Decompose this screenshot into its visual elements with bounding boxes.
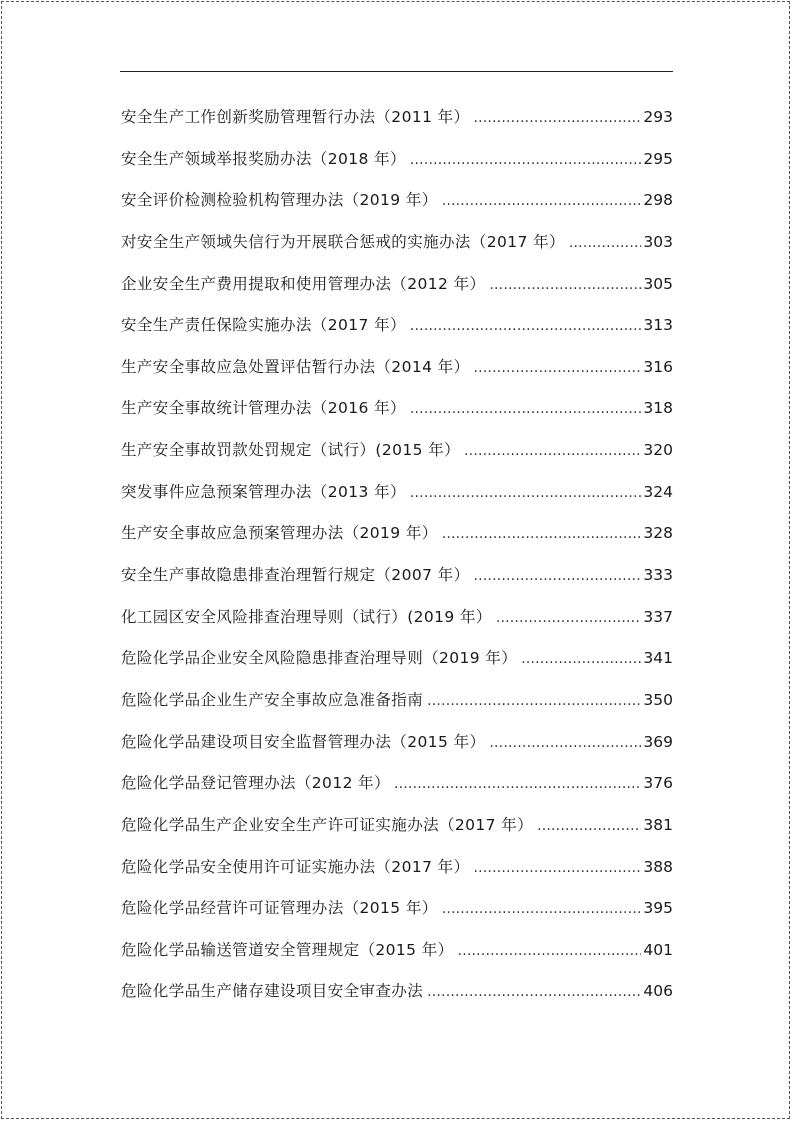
toc-entry-page-number: 388 (643, 857, 673, 876)
toc-entry-title: 生产安全事故应急预案管理办法（2019 年） (121, 524, 438, 543)
toc-entry-title: 危险化学品建设项目安全监督管理办法（2015 年） (121, 732, 486, 751)
toc-entry[interactable] (121, 722, 673, 764)
toc-entry-page-number: 320 (643, 441, 673, 460)
toc-entry[interactable] (121, 139, 673, 181)
header-rule (120, 71, 673, 72)
toc-entry-title: 危险化学品生产企业安全生产许可证实施办法（2017 年） (121, 815, 534, 834)
toc-entry[interactable] (121, 805, 673, 847)
toc-entry-title: 危险化学品安全使用许可证实施办法（2017 年） (121, 857, 470, 876)
toc-entry-title: 生产安全事故统计管理办法（2016 年） (121, 399, 406, 418)
toc-entry-page-number: 376 (643, 774, 673, 793)
toc-entry[interactable] (121, 597, 673, 639)
toc-entry-page-number: 369 (643, 732, 673, 751)
toc-dot-leader (442, 889, 642, 931)
toc-dot-leader (464, 431, 641, 473)
toc-entry[interactable] (121, 222, 673, 264)
toc-entry-title: 安全生产事故隐患排查治理暂行规定（2007 年） (121, 566, 470, 585)
table-of-contents (121, 97, 673, 1013)
toc-dot-leader (496, 598, 642, 640)
toc-entry[interactable] (121, 430, 673, 472)
toc-entry-page-number: 298 (643, 191, 673, 210)
toc-entry-title: 安全生产领域举报奖励办法（2018 年） (121, 149, 406, 168)
toc-entry-page-number: 303 (643, 232, 673, 251)
toc-dot-leader (410, 306, 642, 348)
toc-entry-page-number: 293 (643, 108, 673, 126)
toc-entry-title: 安全生产工作创新奖励管理暂行办法（2011 年） (121, 108, 470, 126)
toc-dot-leader (473, 848, 641, 890)
toc-entry-page-number: 324 (643, 482, 673, 501)
toc-entry-page-number: 318 (643, 399, 673, 418)
toc-entry-page-number: 337 (643, 607, 673, 626)
toc-entry-page-number: 406 (643, 982, 673, 1001)
toc-dot-leader (473, 348, 641, 390)
toc-dot-leader (458, 931, 642, 973)
toc-dot-leader (473, 556, 641, 598)
toc-dot-leader (442, 181, 642, 223)
toc-entry-title: 危险化学品生产储存建设项目安全审查办法 (121, 982, 424, 1001)
toc-entry[interactable] (121, 472, 673, 514)
toc-entry[interactable] (121, 763, 673, 805)
toc-entry[interactable] (121, 638, 673, 680)
toc-entry-page-number: 333 (643, 566, 673, 585)
toc-entry-title: 化工园区安全风险排查治理导则（试行）(2019 年） (121, 607, 492, 626)
toc-dot-leader (427, 972, 641, 1014)
toc-dot-leader (442, 514, 642, 556)
toc-entry-page-number: 305 (643, 274, 673, 293)
toc-entry[interactable] (121, 513, 673, 555)
toc-entry[interactable] (121, 888, 673, 930)
toc-entry-title: 企业安全生产费用提取和使用管理办法（2012 年） (121, 274, 486, 293)
toc-entry[interactable] (121, 388, 673, 430)
toc-entry-page-number: 401 (643, 940, 673, 959)
toc-dot-leader (489, 265, 641, 307)
toc-entry-title: 安全评价检测检验机构管理办法（2019 年） (121, 191, 438, 210)
toc-entry[interactable] (121, 555, 673, 597)
toc-entry[interactable] (121, 97, 673, 139)
toc-entry[interactable] (121, 971, 673, 1013)
toc-dot-leader (473, 98, 641, 140)
toc-dot-leader (537, 806, 641, 848)
toc-entry-title: 生产安全事故罚款处罚规定（试行）(2015 年） (121, 441, 461, 460)
toc-entry-title: 危险化学品企业生产安全事故应急准备指南 (121, 690, 424, 709)
toc-entry-title: 危险化学品企业安全风险隐患排查治理导则（2019 年） (121, 649, 518, 668)
toc-entry-page-number: 295 (643, 149, 673, 168)
toc-dot-leader (410, 473, 642, 515)
toc-entry-title: 危险化学品输送管道安全管理规定（2015 年） (121, 940, 454, 959)
toc-entry-title: 生产安全事故应急处置评估暂行办法（2014 年） (121, 357, 470, 376)
toc-entry[interactable] (121, 680, 673, 722)
toc-entry-title: 对安全生产领域失信行为开展联合惩戒的实施办法（2017 年） (121, 232, 565, 251)
toc-entry-page-number: 395 (643, 899, 673, 918)
toc-entry[interactable] (121, 847, 673, 889)
toc-entry-page-number: 341 (643, 649, 673, 668)
toc-dot-leader (489, 723, 641, 765)
toc-dot-leader (394, 764, 641, 806)
toc-entry-page-number: 350 (643, 690, 673, 709)
toc-dot-leader (410, 389, 642, 431)
toc-entry[interactable] (121, 930, 673, 972)
toc-dot-leader (569, 223, 642, 265)
toc-entry-page-number: 316 (643, 357, 673, 376)
toc-entry-title: 安全生产责任保险实施办法（2017 年） (121, 316, 406, 335)
toc-entry-title: 危险化学品登记管理办法（2012 年） (121, 774, 390, 793)
toc-entry-title: 突发事件应急预案管理办法（2013 年） (121, 482, 406, 501)
toc-entry-page-number: 328 (643, 524, 673, 543)
toc-entry[interactable] (121, 264, 673, 306)
toc-entry[interactable] (121, 347, 673, 389)
toc-entry-page-number: 313 (643, 316, 673, 335)
toc-dot-leader (521, 639, 641, 681)
toc-entry[interactable] (121, 180, 673, 222)
toc-entry[interactable] (121, 305, 673, 347)
toc-dot-leader (410, 140, 642, 182)
toc-entry-page-number: 381 (643, 815, 673, 834)
toc-entry-title: 危险化学品经营许可证管理办法（2015 年） (121, 899, 438, 918)
toc-dot-leader (427, 681, 641, 723)
